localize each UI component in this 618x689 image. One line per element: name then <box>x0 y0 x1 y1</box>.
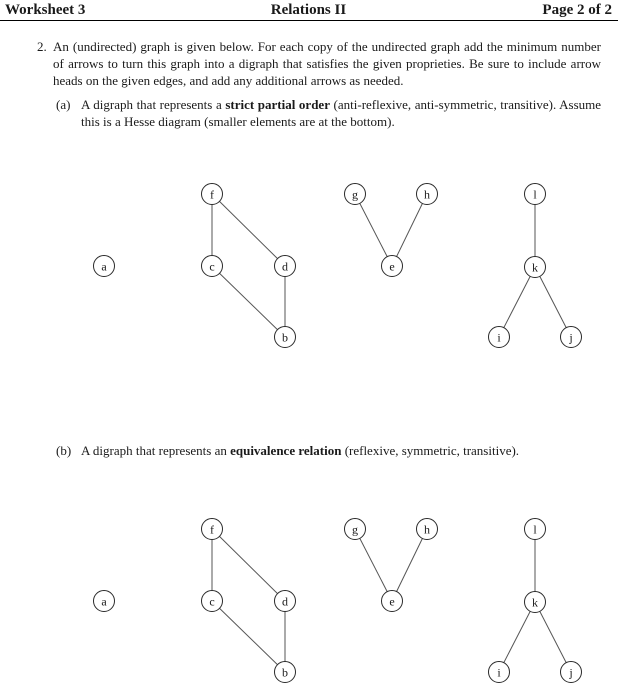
node-g-label: g <box>352 187 358 202</box>
edge-c-b <box>212 266 285 337</box>
header-page-number: Page 2 of 2 <box>542 2 612 18</box>
edge-h-e <box>392 194 427 266</box>
edge-k-j <box>535 267 571 337</box>
node-c-label: c <box>209 259 215 274</box>
node-a-label: a <box>101 594 107 609</box>
bold-text-segment: strict partial order <box>225 97 330 112</box>
edge-f-d <box>212 194 285 266</box>
edge-g-e <box>355 194 392 266</box>
text-segment: (anti-reflexive, anti-symmetric, transitive). Assume this is a Hesse diagram (smaller elements are at the bottom). <box>81 97 602 129</box>
node-d-label: d <box>282 594 288 609</box>
node-l-label: l <box>533 187 537 202</box>
node-f-label: f <box>210 187 214 202</box>
problem-2 <box>37 38 601 89</box>
part-a-label: (a) <box>56 97 71 112</box>
node-j-label: j <box>569 330 573 345</box>
node-i-label: i <box>497 330 501 345</box>
bold-text-segment: equivalence relation <box>230 443 342 458</box>
text-segment: A digraph that represents a <box>81 97 226 112</box>
node-e-label: e <box>389 259 395 274</box>
problem-number: 2. <box>37 39 47 54</box>
header-rule <box>0 20 618 21</box>
node-f-label: f <box>210 522 214 537</box>
node-h-label: h <box>424 187 430 202</box>
edge-k-i <box>499 602 535 672</box>
node-b-label: b <box>282 330 288 345</box>
graph-a <box>0 182 618 350</box>
part-a-text <box>81 96 601 130</box>
node-d-label: d <box>282 259 288 274</box>
edge-c-b <box>212 601 285 672</box>
node-j-label: j <box>569 665 573 680</box>
page-header <box>5 2 612 19</box>
node-h-label: h <box>424 522 430 537</box>
edge-g-e <box>355 529 392 601</box>
graph-b <box>0 517 618 685</box>
problem-text: An (undirected) graph is given below. For each copy of the undirected graph add the minimum number of arrows to turn this graph into a digraph that satisfies the given proprieties. Be sure to include arrow heads on the given edges, and add any additional arrows as needed. <box>53 39 601 88</box>
edge-k-i <box>499 267 535 337</box>
header-section-title: Relations II <box>270 2 347 18</box>
edge-k-j <box>535 602 571 672</box>
node-b-label: b <box>282 665 288 680</box>
part-a <box>56 96 601 130</box>
node-k-label: k <box>532 260 538 275</box>
part-b-label: (b) <box>56 443 72 458</box>
node-l-label: l <box>533 522 537 537</box>
edge-h-e <box>392 529 427 601</box>
text-segment: A digraph that represents an <box>81 443 231 458</box>
node-i-label: i <box>497 665 501 680</box>
node-e-label: e <box>389 594 395 609</box>
node-k-label: k <box>532 595 538 610</box>
header-worksheet-title: Worksheet 3 <box>5 2 86 18</box>
node-a-label: a <box>101 259 107 274</box>
part-b-text <box>81 442 601 459</box>
part-b <box>56 442 601 459</box>
node-g-label: g <box>352 522 358 537</box>
edge-f-d <box>212 529 285 601</box>
node-c-label: c <box>209 594 215 609</box>
text-segment: (reflexive, symmetric, transitive). <box>341 443 520 458</box>
